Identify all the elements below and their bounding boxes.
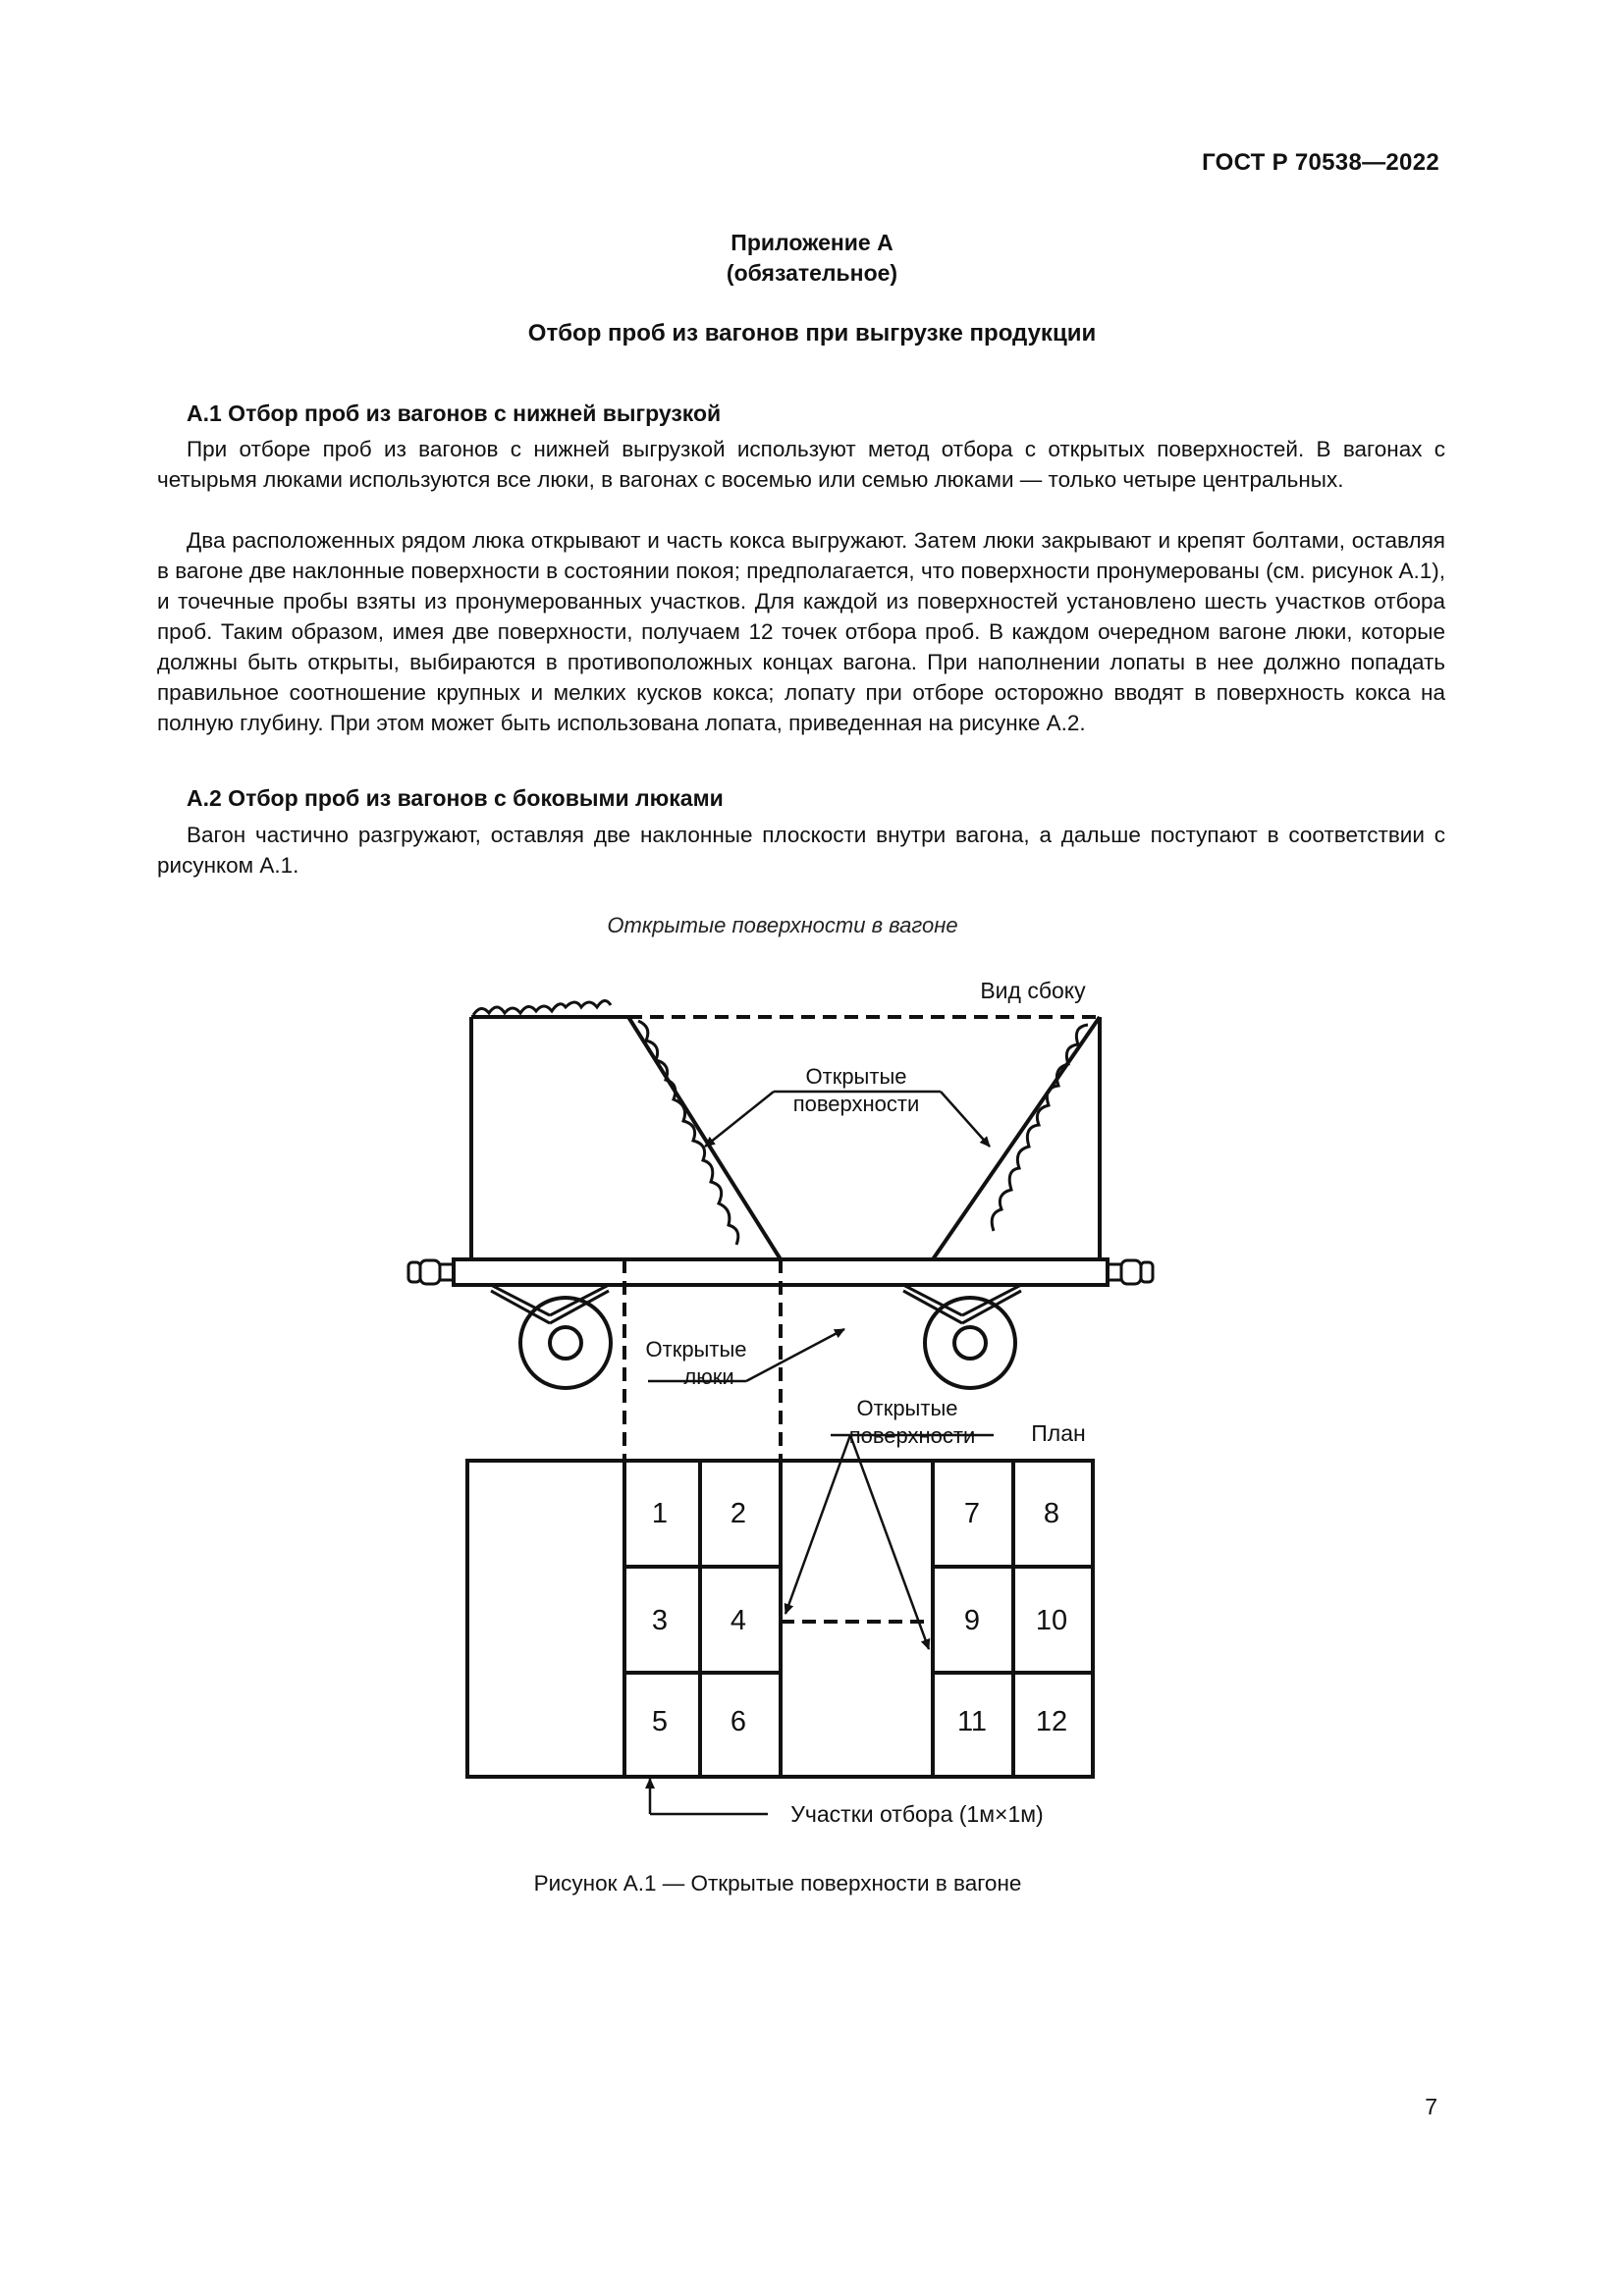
left-buffer [408, 1260, 454, 1284]
paragraph: Два расположенных рядом люка открывают и часть кокса выгружают. Затем люки закрывают и крепят болтами, оставляя в вагоне две наклонные поверхности в состоянии покоя; предполагается, что поверхности пронумерованы (см. рисунок А.1), и точечные пробы взяты из пронумерованных участков. Для каждой из поверхностей установлено шесть участков отбора проб. Таким образом, имея две поверхности, получаем 12 точек отбора проб. В каждом очередном вагоне люки, которые должны быть открыты, выбираются в противоположных концах вагона. При наполнении лопаты в нее должно попадать правильное соотношение крупных и мелких кусков кокса; лопату при отборе осторожно вводят в поверхность кокса на полную глубину. При этом может быть использована лопата, приведенная на рисунке А.2. [157, 528, 1445, 735]
cell-number: 10 [1035, 1605, 1068, 1636]
sampling-areas-label: Участки отбора (1м×1м) [790, 1801, 1044, 1827]
open-surfaces-label-line1: Открытые [805, 1064, 907, 1089]
figure-caption: Рисунок А.1 — Открытые поверхности в вагоне [533, 1871, 1022, 1896]
cell-number: 2 [730, 1498, 747, 1529]
cell-number: 1 [651, 1498, 669, 1529]
right-buffer [1108, 1260, 1153, 1284]
plan-open-surfaces-label-line2: поверхности [848, 1423, 976, 1448]
figure-title: Открытые поверхности в вагоне [607, 913, 958, 937]
page-title: Отбор проб из вагонов при выгрузке продукции [527, 320, 1097, 347]
appendix-title: Приложение А [731, 230, 893, 255]
cell-number: 8 [1043, 1498, 1060, 1529]
plan-view [467, 1461, 1093, 1777]
side-view [408, 1000, 1153, 1461]
wagon-diagram [0, 942, 1624, 1865]
section-heading-a2: А.2 Отбор проб из вагонов с боковыми люками [187, 785, 724, 811]
cell-number: 7 [963, 1498, 981, 1529]
cell-number: 11 [956, 1706, 988, 1737]
left-wheel [520, 1298, 611, 1388]
page-number: 7 [1425, 2094, 1437, 2119]
document-code: ГОСТ Р 70538—2022 [1202, 149, 1439, 176]
paragraph: Вагон частично разгружают, оставляя две наклонные плоскости внутри вагона, а дальше поступают в соответствии с рисунком А.1. [157, 823, 1445, 878]
cell-number: 12 [1035, 1706, 1068, 1737]
cell-number: 5 [651, 1706, 669, 1737]
side-view-label: Вид сбоку [980, 978, 1086, 1003]
section-heading-a1: А.1 Отбор проб из вагонов с нижней выгрузкой [187, 400, 722, 426]
open-hatches-label-line1: Открытые [645, 1337, 747, 1362]
sampling-cells [652, 1498, 1067, 1737]
appendix-status: (обязательное) [726, 260, 898, 286]
appendix-heading [0, 228, 1624, 289]
paragraph: При отборе проб из вагонов с нижней выгрузкой используют метод отбора с открытых поверхностей. В вагонах с четырьмя люками используются все люки, в вагонах с восемью или семью люками — только четыре центральных. [157, 437, 1445, 492]
cell-number: 4 [730, 1605, 747, 1636]
open-hatches-label-line2: люки [683, 1364, 734, 1389]
cell-number: 6 [730, 1706, 747, 1737]
cell-number: 9 [963, 1605, 981, 1636]
plan-label: План [1031, 1420, 1086, 1446]
plan-open-surfaces-label-line1: Открытые [856, 1396, 958, 1420]
open-surfaces-label-line2: поверхности [792, 1092, 920, 1116]
coke-lumps [473, 1000, 611, 1015]
cell-number: 3 [651, 1605, 669, 1636]
